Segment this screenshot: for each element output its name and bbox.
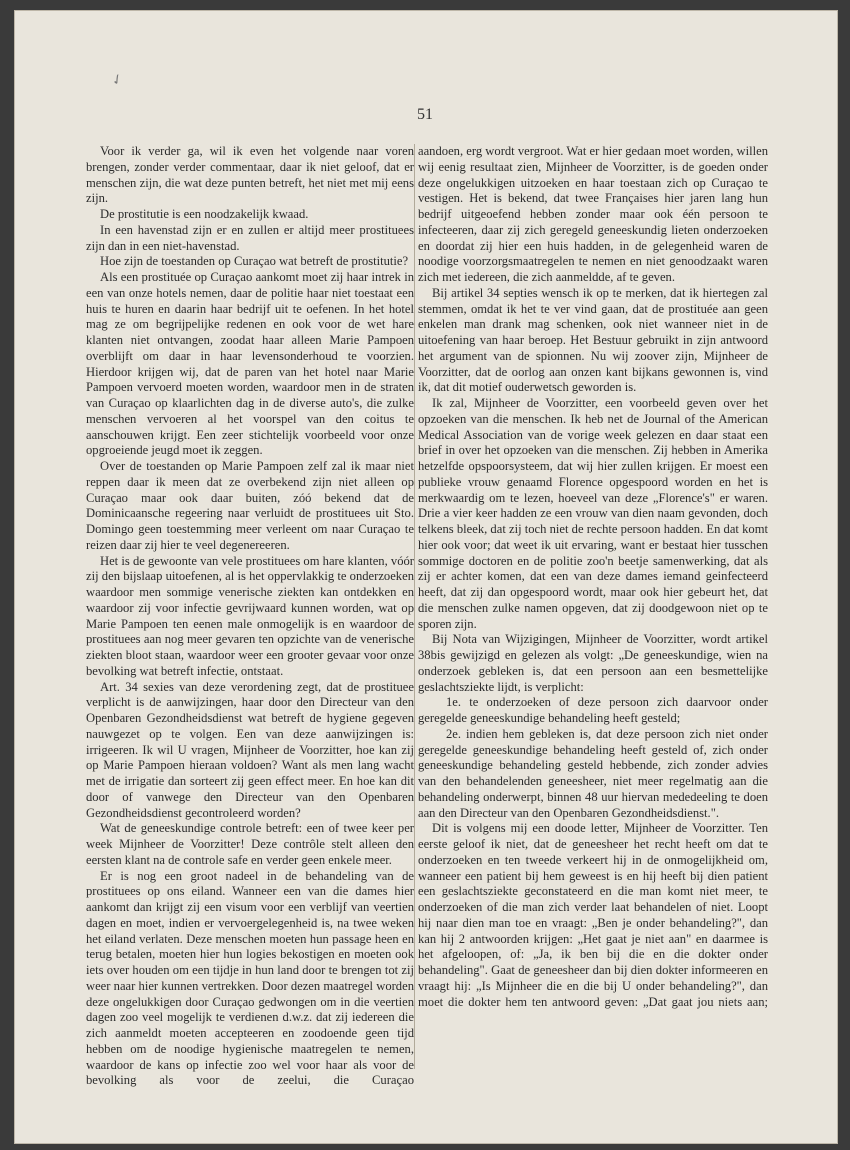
left-column <box>86 144 414 1089</box>
paragraph: Dit is volgens mij een doode letter, Mijnheer de Voorzitter. Ten eerste geloof ik niet, dat de geneesheer het recht heeft om dat te onderzoeken en ten tweede verkeert hij in de onmogelijkheid om, wanneer een patient bij hem geweest is en hij heeft bij dien patient een geslachtsziekte geconstateerd en die man komt niet meer, te onderzoeken of die man zich verder laat behandelen of niet. Loopt hij naar dien man toe en vraagt: „Ben je onder behandeling?", dan kan hij 2 antwoorden krijgen: „Het gaat je niet aan" en daarmee is het afgeloopen, of: „Ja, ik ben bij die en die dokter onder behandeling". Gaat de geneesheer dan bij dien dokter informeeren en vraagt hij: „Is Mijnheer die en die bij U onder behandeling?", dan moet die dokter hem ten antwoord geven: „Dat gaat jou niets aan; <box>418 821 768 1009</box>
column-divider <box>414 144 415 1069</box>
paragraph: Het is de gewoonte van vele prostituees om hare klanten, vóór zij den bijslaap uitoefenen, al is het oppervlakkig te onderzoeken waardoor men sommige venerische ziekten kan ontdekken en waardoor zij voor infectie gevrijwaard kunnen worden, wat op Marie Pampoen ten eenen male onmogelijk is en waardoor de prostituees aan nog meer gevaren ten opzichte van de venerische ziekten bloot staan, waardoor weer een grooter gevaar voor onze bevolking wat betreft infectie, ontstaat. <box>86 553 414 678</box>
paragraph: Bij artikel 34 septies wensch ik op te merken, dat ik hiertegen zal stemmen, omdat ik het te ver vind gaan, dat de prostituée aan geen enkelen man drank mag schenken, ook niet wanneer niet in de uitoefening van haar beroep. Het Bestuur gebruikt in zijn antwoord het argument van de spionnen. Nu wij zoover zijn, Mijnheer de Voorzitter, dat de oorlog aan onzen kant bijkans gewonnen is, vind ik, dat dit motief ouderwetsch geworden is. <box>418 285 768 395</box>
pencil-mark: ✓ <box>109 71 127 90</box>
paragraph: Hoe zijn de toestanden op Curaçao wat betreft de prostitutie? <box>100 254 409 269</box>
paragraph: aandoen, erg wordt vergroot. Wat er hier gedaan moet worden, willen wij eenig resultaat zien, Mijnheer de Voorzitter, is de goeden onder deze ongelukkigen uitzoeken en haar toestaan zich op Curaçao te vestigen. Het is bekend, dat twee Françaises hier jaren lang hun bedrijf uitgeoefend hebben zonder maar ook één persoon te infecteeren, daar zij zich geregeld geneeskundig lieten onderzoeken en doordat zij hier een huis hadden, in de gelegenheid waren de noodige voorzorgsmaatregelen te nemen en niet genoodzaakt waren zich met iedereen, die zich aanmeldde, af te geven. <box>418 144 768 284</box>
paragraph: Als een prostituée op Curaçao aankomt moet zij haar intrek in een van onze hotels nemen, daar de politie haar niet toestaat een huis te huren en daarin haar bedrijf uit te oefenen. In het hotel mag ze om begrijpelijke redenen en ook voor de wet hare klanten niet ontvangen, zoodat haar alleen Marie Pampoen overblijft om daar in haar levensonderhoud te voorzien. Hierdoor krijgen wij, dat de paren van het hotel naar Marie Pampoen vervoerd moeten worden, waardoor men in de straten van Curaçao op klaarlichten dag in de diverse auto's, die zulke menschen vervoeren al het voorspel van den coitus te aanschouwen krijgt. Een zeer stichtelijk voorbeeld voor onze opgroeiende jeugd moet ik zeggen. <box>86 270 414 458</box>
paragraph: Wat de geneeskundige controle betreft: een of twee keer per week Mijnheer de Voorzitter! Deze contrôle stelt alleen den eersten klant na de controle safe en verder geen enkele meer. <box>86 821 414 867</box>
list-item: 2e. indien hem gebleken is, dat deze persoon zich niet onder geregelde geneeskundige behandeling heeft gesteld of, zich onder geneeskundige behandeling gesteld hebbende, zich zonder advies van den behandelenden geneesheer, niet meer regelmatig aan die behandeling onderwerpt, binnen 48 uur hiervan mededeeling te doen aan den Directeur van den Openbaren Gezondheidsdienst.". <box>418 726 768 820</box>
paragraph: Ik zal, Mijnheer de Voorzitter, een voorbeeld geven over het opzoeken van die menschen. Ik heb net de Journal of the American Medical Association van de vorige week gelezen en daar staat een brief in over het opzoeken van die menschen. Zij hebben in Amerika hetzelfde opspoorsysteem, dat wij hier zullen krijgen. Er moest een publieke vrouw genaamd Florence opgespoord worden en het is merkwaardig om te lezen, hoeveel van deze „Florence's" er waren. Drie a vier keer hadden ze een vrouw van dien naam gevonden, doch telkens bleek, dat zij toch niet de rechte persoon hadden. En dat komt hier ook voor; dat weet ik uit ervaring, want er bestaat hier tusschen sommige doctoren en de politie zoo'n beetje samenwerking, dat als zij er achter komen, dat een van deze dames iemand geinfecteerd heeft, dat zij dan opgespoord wordt, maar ook hier gebeurt het, dat die menschen zulke namen opgeven, dat zij doodgewoon niet op te sporen zijn. <box>418 396 768 631</box>
paragraph: Bij Nota van Wijzigingen, Mijnheer de Voorzitter, wordt artikel 38bis gewijzigd en gelezen als volgt: „De geneeskundige, wien na onderzoek gebleken is, dat een persoon aan een besmettelijke geslachtsziekte lijdt, is verplicht: <box>418 632 768 694</box>
paragraph: Over de toestanden op Marie Pampoen zelf zal ik maar niet reppen daar ik meen dat ze overbekend zijn niet alleen op Curaçao maar ook daar buiten, zóó bekend dat de Dominicaansche regeering naar verluidt de prostituees uit Sto. Domingo geen toestemming meer verleent om naar Curaçao te reizen daar zij hier te veel degenereeren. <box>86 459 414 552</box>
paragraph: Er is nog een groot nadeel in de behandeling van de prostituees op ons eiland. Wanneer een van die dames hier aankomt dan krijgt zij een visum voor een verblijf van veertien dagen en moet, indien er vervoergelegenheid is, na twee weken het eiland verlaten. Deze menschen moeten hun passage heen en terug betalen, moeten hier hun logies bekostigen en moeten ook iets over houden om een tijdje in hun land door te brengen tot zij weer naar hier kunnen vertrekken. Door dezen maatregel worden deze ongelukkigen door Curaçao gedwongen om in die veertien dagen zoo veel mogelijk te verdienen d.w.z. dat zij iedereen die zich aanmeldt moeten accepteeren en zoodoende geen tijd hebben om de noodige hygienische maatregelen te nemen, waardoor de kans op infectie zoo wel voor haar als voor de bevolking als voor de zeelui, die Curaçao <box>86 868 414 1088</box>
paragraph: In een havenstad zijn er en zullen er altijd meer prostituees zijn dan in een niet-havenstad. <box>86 222 414 253</box>
page-number: 51 <box>417 106 433 123</box>
list-item: 1e. te onderzoeken of deze persoon zich daarvoor onder geregelde geneeskundige behandeling heeft gesteld; <box>418 695 768 725</box>
paragraph: Art. 34 sexies van deze verordening zegt, dat de prostituee verplicht is de aanwijzingen, haar door den Directeur van den Openbaren Gezondheidsdienst wat betreft de hygiene gegeven nauwgezet op te volgen. Een van deze aanwijzingen is: irrigeeren. Ik wil U vragen, Mijnheer de Voorzitter, hoe kan zij op Marie Pampoen hieraan voldoen? Want als men lang wacht met de irrigatie dan sorteert zij geen effect meer. En hoe kan dit door of vanwege den Directeur van den Openbaren Gezondheidsdienst gecontroleerd worden? <box>86 679 414 820</box>
paragraph: Voor ik verder ga, wil ik even het volgende naar voren brengen, zonder verder commentaar, daar ik niet geloof, dat er menschen zijn, die wat deze punten betreft, het niet met mij eens zijn. <box>86 144 414 206</box>
paragraph: De prostitutie is een noodzakelijk kwaad. <box>100 207 309 221</box>
right-column <box>418 144 768 1010</box>
